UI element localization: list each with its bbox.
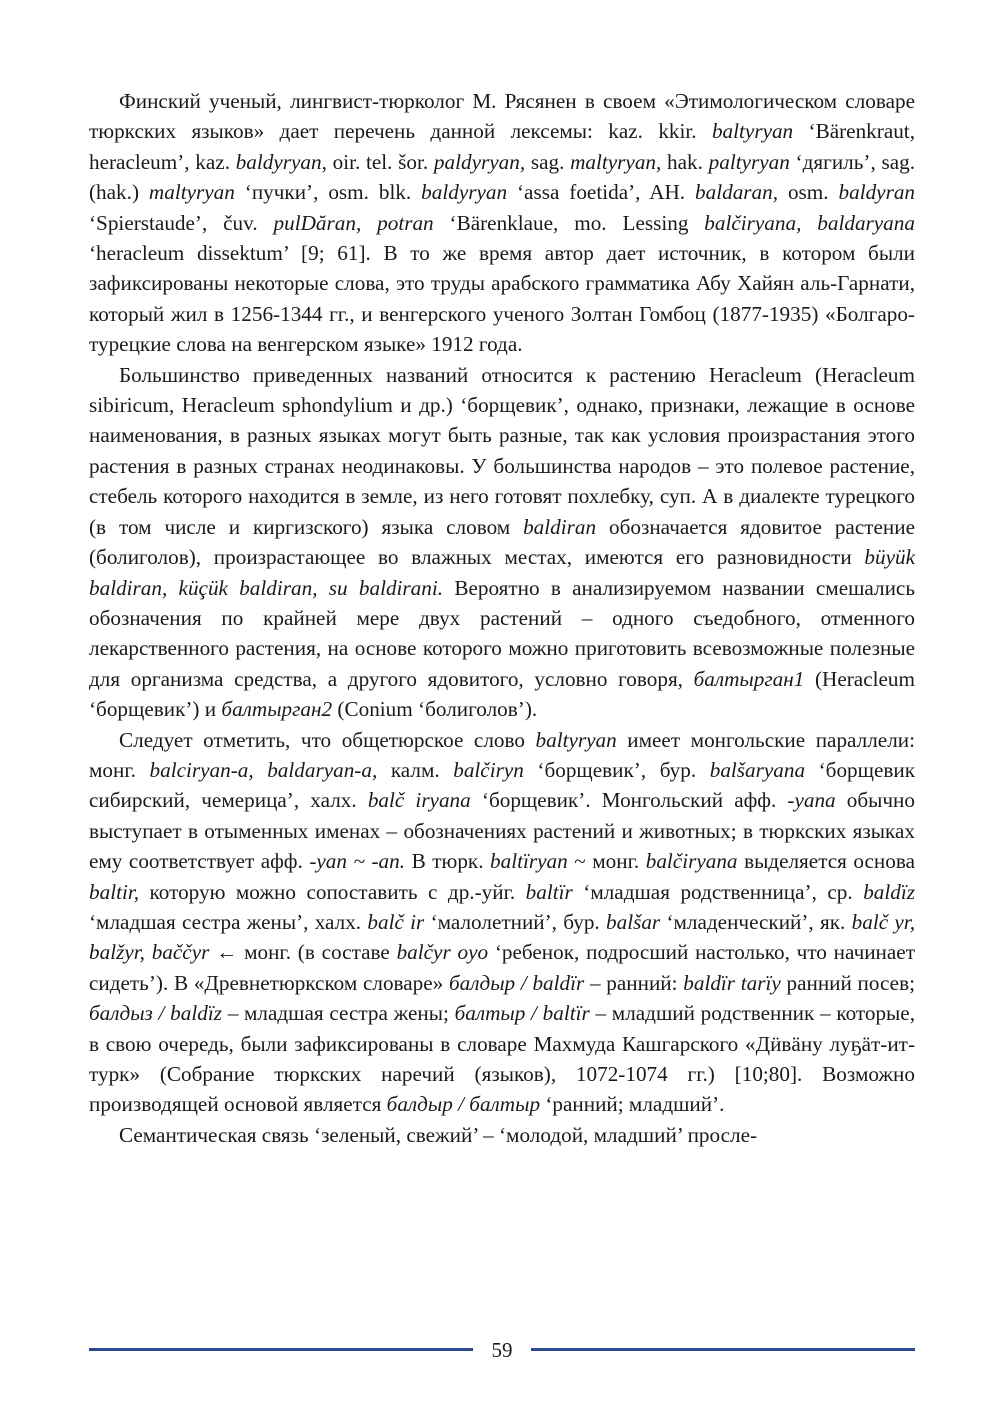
- italic-term: balčiryana: [645, 849, 738, 874]
- italic-term: büyük baldiran, küçük baldiran, su baldirani.: [89, 545, 915, 600]
- text-run: (Conium ‘болиголов’).: [332, 697, 538, 722]
- text-run: ‘младшая сестра жены’, халх.: [89, 909, 368, 934]
- italic-term: балдыз / baldïz: [89, 1001, 222, 1026]
- italic-term: yana: [794, 788, 836, 813]
- italic-term: paldyryan,: [433, 149, 526, 174]
- text-run: Финский ученый, лингвист-тюрколог М. Рясянен в своем «Этимологическом словаре тюркских языков» дает перечень данной лексемы: kaz. kkir.: [89, 89, 915, 144]
- italic-term: balšaryana: [709, 757, 806, 782]
- text-run: ‘дягиль’, sag. (hak.): [89, 149, 915, 205]
- text-run: ‘Bärenkraut, heracleum’, kaz.: [89, 119, 915, 174]
- footer-rule-left: [89, 1348, 473, 1351]
- italic-term: balč iryana: [367, 788, 471, 813]
- footer-rule-right: [531, 1348, 915, 1351]
- text-run: калм.: [377, 757, 454, 782]
- text-run: Следует отметить, что общетюрское слово: [119, 727, 536, 752]
- text-run: ~ монг.: [567, 849, 646, 874]
- text-run: ‘assa foetida’, AH.: [507, 180, 696, 205]
- italic-term: baltyryan: [535, 727, 617, 752]
- text-run: , oir. tel. šor.: [321, 149, 434, 174]
- text-run: имеет монгольские параллели: монг.: [89, 727, 915, 782]
- text-run: ‘малолетний’, бур.: [424, 909, 606, 934]
- text-run: которую можно сопоставить с др.-уйг.: [139, 879, 526, 904]
- text-run: (Heracleum ‘борщевик’) и: [89, 666, 915, 722]
- italic-term: maltyryan: [148, 180, 235, 205]
- italic-term: baldïr tarïy: [683, 970, 781, 995]
- italic-term: maltyryan,: [570, 149, 662, 174]
- paragraph: [89, 360, 915, 725]
- italic-term: балтыр / baltïr: [454, 1001, 590, 1026]
- italic-term: baldyran: [838, 180, 916, 205]
- italic-term: baldyryan: [421, 180, 508, 205]
- text-run: ← монг. (в составе: [209, 940, 397, 965]
- text-run: sag.: [525, 149, 571, 174]
- text-run: ‘борщевик сибирский, чемерица’, халх.: [89, 757, 915, 813]
- text-run: обозначается ядовитое растение (болиголов), произрастающее во влажных местах, имеются его разновидности: [89, 514, 915, 570]
- text-run: ‘Bärenklaue, mo. Lessing: [433, 210, 705, 235]
- text-run: обычно выступает в отыменных именах – обозначениях растений и животных; в тюркских языках ему соответствует афф.: [89, 788, 915, 874]
- paragraph: [89, 86, 915, 360]
- italic-term: baltir,: [89, 879, 140, 904]
- italic-term: balčiryana, baldaryana: [704, 210, 915, 235]
- page-number: 59: [491, 1338, 513, 1362]
- text-run: Вероятно в анализируемом названии смешались обозначения по крайней мере двух растений – одного съедобного, отменного лекарственного растения, на основе которого можно приготовить всевозможные полезные для организма средства, а другого ядовитого, условно говоря,: [89, 575, 915, 691]
- text-run: ‘heracleum dissektum’ [9; 61]. В то же время автор дает источник, в котором были зафиксированы некоторые слова, это труды арабского грамматика Абу Хайян аль-Гарнати, который жил в 1256-1344 гг., и венгерского ученого Золтан Гомбоц (1877-1935) «Болгаро-турецкие слова на венгерском языке» 1912 года.: [89, 241, 915, 357]
- italic-term: balč yr, balžyr, baččyr: [89, 909, 915, 965]
- italic-term: балтырган2: [221, 697, 333, 722]
- text-run: ‘Spierstaude’, čuv.: [89, 210, 274, 235]
- italic-term: balčyr oyo: [396, 940, 489, 965]
- italic-term: baltïr: [525, 879, 573, 904]
- text-run: В тюрк.: [405, 849, 491, 874]
- paragraph: [89, 1120, 915, 1150]
- italic-term: balciryan-a, baldaryan-a,: [149, 757, 378, 782]
- italic-term: -yan ~ -an.: [309, 849, 406, 874]
- text-run: Семантическая связь ‘зеленый, свежий’ – ‘молодой, младший’ просле-: [119, 1122, 758, 1147]
- text-run: ‘борщевик’, бур.: [523, 757, 710, 782]
- body-text: [89, 86, 915, 1150]
- text-run: ранний посев;: [780, 970, 915, 995]
- text-run: ‘ребенок, подросший настолько, что начинает сидеть’). В «Древнетюркском словаре»: [89, 940, 915, 995]
- italic-term: balšar: [606, 909, 661, 934]
- italic-term: baldiran: [523, 514, 597, 539]
- text-run: ‘пучки’, osm. blk.: [234, 180, 422, 205]
- italic-term: baltyryan: [711, 119, 794, 144]
- italic-term: paltyryan: [708, 149, 790, 174]
- italic-term: balčiryn: [453, 757, 524, 782]
- page-footer: [89, 1335, 915, 1365]
- italic-term: балдыр / baldïr: [449, 970, 585, 995]
- paragraph: [89, 725, 915, 1120]
- italic-term: baltïryan: [490, 849, 568, 874]
- text-run: выделяется основа: [737, 849, 915, 874]
- text-run: ‘борщевик’. Монгольский афф. -: [470, 788, 795, 813]
- italic-term: балдыр / балтыр: [386, 1092, 541, 1117]
- text-run: ‘ранний; младший’.: [540, 1092, 725, 1117]
- text-run: Большинство приведенных названий относится к растению Heracleum (Heracleum sibiricum, Heracleum sphondylium и др.) ‘борщевик’, однако, признаки, лежащие в основе наименования, в разных языках могут быть разные, так как условия произрастания этого растения в разных странах неодинаковы. У большинства народов – это полевое растение, стебель которого находится в земле, из него готовят похлебку, суп. А в диалекте турецкого (в том числе и киргизского) языка словом: [89, 362, 915, 539]
- italic-term: balč ir: [367, 909, 425, 934]
- italic-term: baldyryan: [235, 149, 322, 174]
- italic-term: baldïz: [863, 879, 915, 904]
- italic-term: pulDăran, potran: [273, 210, 434, 235]
- italic-term: baldaran,: [695, 180, 779, 205]
- text-run: ‘младшая родственница’, ср.: [572, 879, 864, 904]
- text-run: osm.: [778, 180, 839, 205]
- text-run: – младшая сестра жены;: [221, 1001, 455, 1026]
- text-run: ‘младенческий’, як.: [660, 909, 852, 934]
- text-run: – ранний:: [584, 970, 684, 995]
- text-run: hak.: [661, 149, 709, 174]
- text-run: – младший родственник – которые, в свою очередь, были зафиксированы в словаре Махмуда Кашгарского «Дӥвäну луҕäт-ит-турк» (Собрание тюркских наречий (языков), 1072-1074 гг.) [10;80]. Возможно производящей основой является: [89, 1001, 915, 1117]
- italic-term: балтырган1: [693, 666, 805, 691]
